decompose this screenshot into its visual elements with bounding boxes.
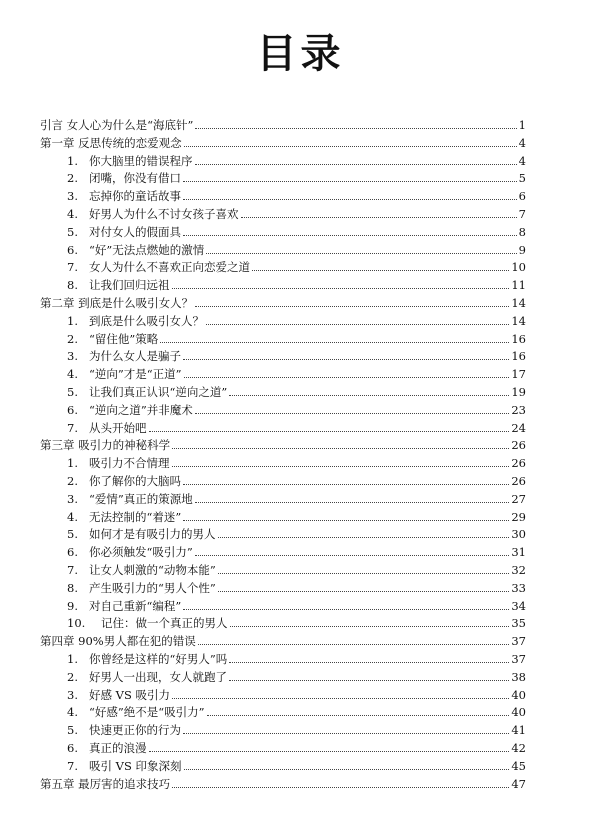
toc-entry-label: “好感”绝不是“吸引力” xyxy=(89,705,205,720)
toc-entry-page-number: 31 xyxy=(511,545,526,560)
toc-entry-number: 8. xyxy=(67,278,78,293)
toc-entry-label: “逆向”才是“正道” xyxy=(89,367,182,382)
toc-entry-number: 7. xyxy=(67,420,78,435)
toc-dot-leader xyxy=(195,413,510,414)
toc-item-entry[interactable] xyxy=(67,223,526,239)
toc-entry-number: 10. xyxy=(67,616,86,631)
toc-entry-label: 记住：做一个真正的男人 xyxy=(101,616,228,631)
toc-entry-label: 忘掉你的童话故事 xyxy=(89,189,181,204)
toc-entry-number: 5. xyxy=(67,527,78,542)
toc-entry-page-number: 45 xyxy=(511,758,526,773)
toc-entry-page-number: 26 xyxy=(511,474,526,488)
toc-entry-label: 你了解你的大脑吗 xyxy=(89,474,181,488)
toc-entry-page-number: 4 xyxy=(518,153,526,168)
toc-entry-number: 5. xyxy=(67,224,78,239)
toc-item-entry[interactable] xyxy=(67,686,526,702)
toc-dot-leader xyxy=(184,377,510,378)
toc-dot-leader xyxy=(207,715,510,716)
toc-dot-leader xyxy=(206,253,516,254)
toc-entry-label: 从头开始吧 xyxy=(89,420,147,435)
toc-dot-leader xyxy=(183,359,509,360)
toc-chapter-entry[interactable] xyxy=(40,116,526,132)
toc-entry-label: 第二章 到底是什么吸引女人？ xyxy=(40,296,194,310)
toc-item-entry[interactable] xyxy=(67,330,526,346)
toc-item-entry[interactable] xyxy=(67,739,526,755)
toc-item-entry[interactable] xyxy=(67,757,526,773)
toc-chapter-entry[interactable] xyxy=(40,294,526,310)
toc-entry-number: 8. xyxy=(67,580,78,595)
toc-entry-number: 9. xyxy=(67,598,78,613)
toc-entry-page-number: 33 xyxy=(511,580,526,595)
toc-dot-leader xyxy=(183,520,509,521)
toc-item-entry[interactable] xyxy=(67,187,526,203)
toc-entry-number: 7. xyxy=(67,260,78,275)
toc-item-entry[interactable] xyxy=(67,454,526,470)
toc-entry-label: 快速更正你的行为 xyxy=(89,723,181,738)
toc-item-entry[interactable] xyxy=(67,703,526,719)
toc-entry-page-number: 14 xyxy=(511,313,526,328)
toc-dot-leader xyxy=(241,217,517,218)
toc-entry-number: 3. xyxy=(67,349,78,364)
toc-entry-label: 女人为什么不喜欢正向恋爱之道 xyxy=(89,260,250,275)
toc-entry-label: 好男人为什么不讨女孩子喜欢 xyxy=(89,207,239,221)
toc-entry-number: 5. xyxy=(67,385,78,399)
toc-entry-label: 你曾经是这样的“好男人”吗 xyxy=(89,652,228,666)
toc-dot-leader xyxy=(195,164,517,165)
toc-entry-page-number: 27 xyxy=(511,491,526,506)
toc-entry-label: 让我们真正认识“逆向之道” xyxy=(89,385,228,399)
toc-entry-number: 6. xyxy=(67,741,78,755)
toc-item-entry[interactable] xyxy=(67,525,526,541)
toc-entry-label: 让女人刺激的“动物本能” xyxy=(89,563,216,577)
toc-dot-leader xyxy=(172,466,510,467)
toc-dot-leader xyxy=(183,484,509,485)
toc-dot-leader xyxy=(195,306,509,307)
toc-item-entry[interactable] xyxy=(67,419,526,435)
toc-item-entry[interactable] xyxy=(67,276,526,292)
toc-entry-page-number: 29 xyxy=(511,509,526,524)
toc-entry-page-number: 9 xyxy=(518,242,526,257)
toc-dot-leader xyxy=(160,342,509,343)
toc-entry-page-number: 30 xyxy=(511,527,526,542)
toc-entry-page-number: 26 xyxy=(511,438,526,453)
toc-dot-leader xyxy=(229,395,509,396)
toc-item-entry[interactable] xyxy=(67,668,526,684)
toc-entry-label: 闭嘴，你没有借口 xyxy=(89,171,181,186)
toc-entry-number: 3. xyxy=(67,687,78,702)
toc-entry-label: 吸引 VS 印象深刻 xyxy=(89,758,182,773)
toc-item-entry[interactable] xyxy=(67,169,526,185)
toc-entry-page-number: 26 xyxy=(511,456,526,471)
toc-dot-leader xyxy=(183,199,517,200)
toc-item-entry[interactable] xyxy=(67,614,526,630)
toc-dot-leader xyxy=(218,573,510,574)
toc-item-entry[interactable] xyxy=(67,347,526,363)
toc-item-entry[interactable] xyxy=(67,258,526,274)
toc-dot-leader xyxy=(183,609,509,610)
toc-entry-label: 吸引力不合情理 xyxy=(89,456,170,471)
toc-item-entry[interactable] xyxy=(67,383,526,399)
toc-dot-leader xyxy=(172,448,509,449)
toc-dot-leader xyxy=(183,733,509,734)
toc-entry-number: 2. xyxy=(67,331,78,346)
toc-dot-leader xyxy=(149,751,510,752)
toc-item-entry[interactable] xyxy=(67,721,526,737)
toc-item-entry[interactable] xyxy=(67,401,526,417)
toc-dot-leader xyxy=(172,787,509,788)
toc-entry-number: 1. xyxy=(67,456,78,471)
toc-dot-leader xyxy=(184,146,517,147)
toc-dot-leader xyxy=(229,680,509,681)
toc-dot-leader xyxy=(183,235,517,236)
toc-entry-label: 第四章 90%男人都在犯的错误 xyxy=(40,634,196,649)
toc-dot-leader xyxy=(183,181,517,182)
toc-entry-page-number: 4 xyxy=(518,135,526,150)
toc-entry-page-number: 37 xyxy=(511,634,526,649)
toc-entry-label: 如何才是有吸引力的男人 xyxy=(89,527,216,542)
toc-entry-label: “爱情”真正的策源地 xyxy=(89,491,193,506)
toc-entry-page-number: 32 xyxy=(511,563,526,577)
toc-chapter-entry[interactable] xyxy=(40,632,526,648)
toc-entry-page-number: 6 xyxy=(518,189,526,204)
toc-entry-number: 2. xyxy=(67,171,78,186)
toc-entry-page-number: 24 xyxy=(511,420,526,435)
toc-entry-number: 3. xyxy=(67,189,78,204)
toc-entry-label: 真正的浪漫 xyxy=(89,741,147,755)
toc-item-entry[interactable] xyxy=(67,490,526,506)
toc-dot-leader xyxy=(172,288,510,289)
toc-entry-page-number: 40 xyxy=(511,705,526,720)
toc-item-entry[interactable] xyxy=(67,543,526,559)
toc-entry-page-number: 16 xyxy=(511,349,526,364)
toc-entry-label: 产生吸引力的“男人个性” xyxy=(89,580,216,595)
toc-entry-label: 对付女人的假面具 xyxy=(89,224,181,239)
toc-item-entry[interactable] xyxy=(67,472,526,488)
toc-entry-number: 7. xyxy=(67,563,78,577)
toc-item-entry[interactable] xyxy=(67,508,526,524)
toc-entry-page-number: 8 xyxy=(518,224,526,239)
toc-chapter-entry[interactable] xyxy=(40,436,526,452)
toc-entry-label: 好男人一出现，女人就跑了 xyxy=(89,669,227,684)
toc-entry-number: 6. xyxy=(67,545,78,560)
toc-chapter-entry[interactable] xyxy=(40,775,526,791)
toc-entry-page-number: 47 xyxy=(511,776,526,791)
toc-item-entry[interactable] xyxy=(67,152,526,168)
toc-dot-leader xyxy=(149,431,510,432)
toc-entry-label: 让我们回归远祖 xyxy=(89,278,170,293)
toc-dot-leader xyxy=(184,769,510,770)
toc-dot-leader xyxy=(195,555,510,556)
toc-entry-page-number: 17 xyxy=(511,367,526,382)
toc-item-entry[interactable] xyxy=(67,241,526,257)
toc-entry-label: “留住他”策略 xyxy=(89,331,159,346)
toc-entry-label: 到底是什么吸引女人？ xyxy=(89,313,204,328)
toc-entry-number: 2. xyxy=(67,474,78,488)
toc-entry-label: 你大脑里的错误程序 xyxy=(89,153,193,168)
toc-entry-page-number: 35 xyxy=(511,616,526,631)
toc-entry-label: 第五章 最厉害的追求技巧 xyxy=(40,776,171,791)
toc-entry-label: 第三章 吸引力的神秘科学 xyxy=(40,438,171,453)
toc-dot-leader xyxy=(172,698,509,699)
toc-dot-leader xyxy=(229,662,509,663)
toc-entry-page-number: 5 xyxy=(518,171,526,186)
page-title: 目录 xyxy=(256,31,345,77)
toc-entry-page-number: 40 xyxy=(511,687,526,702)
toc-entry-label: 第一章 反思传统的恋爱观念 xyxy=(40,135,182,150)
toc-dot-leader xyxy=(218,537,510,538)
toc-entry-page-number: 11 xyxy=(511,278,526,293)
toc-dot-leader xyxy=(252,270,509,271)
toc-item-entry[interactable] xyxy=(67,579,526,595)
toc-entry-page-number: 41 xyxy=(511,723,526,738)
toc-entry-number: 4. xyxy=(67,705,78,720)
toc-entry-number: 1. xyxy=(67,313,78,328)
toc-dot-leader xyxy=(195,502,510,503)
toc-entry-number: 1. xyxy=(67,652,78,666)
toc-entry-label: 对自己重新“编程” xyxy=(89,598,182,613)
toc-entry-number: 6. xyxy=(67,402,78,417)
toc-entry-label: 好感 VS 吸引力 xyxy=(89,687,170,702)
toc-dot-leader xyxy=(195,128,516,129)
toc-entry-label: 你必须触发“吸引力” xyxy=(89,545,193,560)
toc-item-entry[interactable] xyxy=(67,597,526,613)
toc-entry-label: “好”无法点燃她的激情 xyxy=(89,242,205,257)
toc-item-entry[interactable] xyxy=(67,205,526,221)
toc-item-entry[interactable] xyxy=(67,650,526,666)
toc-item-entry[interactable] xyxy=(67,561,526,577)
toc-entry-number: 4. xyxy=(67,207,78,221)
toc-entry-page-number: 42 xyxy=(511,741,526,755)
toc-entry-number: 4. xyxy=(67,367,78,382)
toc-entry-page-number: 34 xyxy=(511,598,526,613)
toc-entry-page-number: 38 xyxy=(511,669,526,684)
toc-entry-page-number: 1 xyxy=(518,118,526,132)
toc-dot-leader xyxy=(206,324,509,325)
toc-entry-page-number: 16 xyxy=(511,331,526,346)
toc-dot-leader xyxy=(218,591,510,592)
toc-entry-number: 1. xyxy=(67,153,78,168)
toc-entry-label: 引言 女人心为什么是“海底针” xyxy=(40,118,194,132)
toc-entry-page-number: 7 xyxy=(518,207,526,221)
toc-entry-number: 2. xyxy=(67,669,78,684)
toc-dot-leader xyxy=(198,644,510,645)
toc-entry-label: 无法控制的“着迷” xyxy=(89,509,182,524)
toc-item-entry[interactable] xyxy=(67,365,526,381)
toc-dot-leader xyxy=(230,626,510,627)
toc-entry-page-number: 23 xyxy=(511,402,526,417)
toc-entry-label: 为什么女人是骗子 xyxy=(89,349,181,364)
toc-entry-page-number: 19 xyxy=(511,385,526,399)
toc-chapter-entry[interactable] xyxy=(40,134,526,150)
toc-entry-page-number: 10 xyxy=(511,260,526,275)
toc-entry-page-number: 14 xyxy=(511,296,526,310)
toc-entry-number: 7. xyxy=(67,758,78,773)
toc-entry-number: 4. xyxy=(67,509,78,524)
toc-entry-label: “逆向之道”并非魔术 xyxy=(89,402,193,417)
toc-entry-number: 5. xyxy=(67,723,78,738)
toc-entry-number: 3. xyxy=(67,491,78,506)
toc-entry-number: 6. xyxy=(67,242,78,257)
toc-item-entry[interactable] xyxy=(67,312,526,328)
toc-entry-page-number: 37 xyxy=(511,652,526,666)
